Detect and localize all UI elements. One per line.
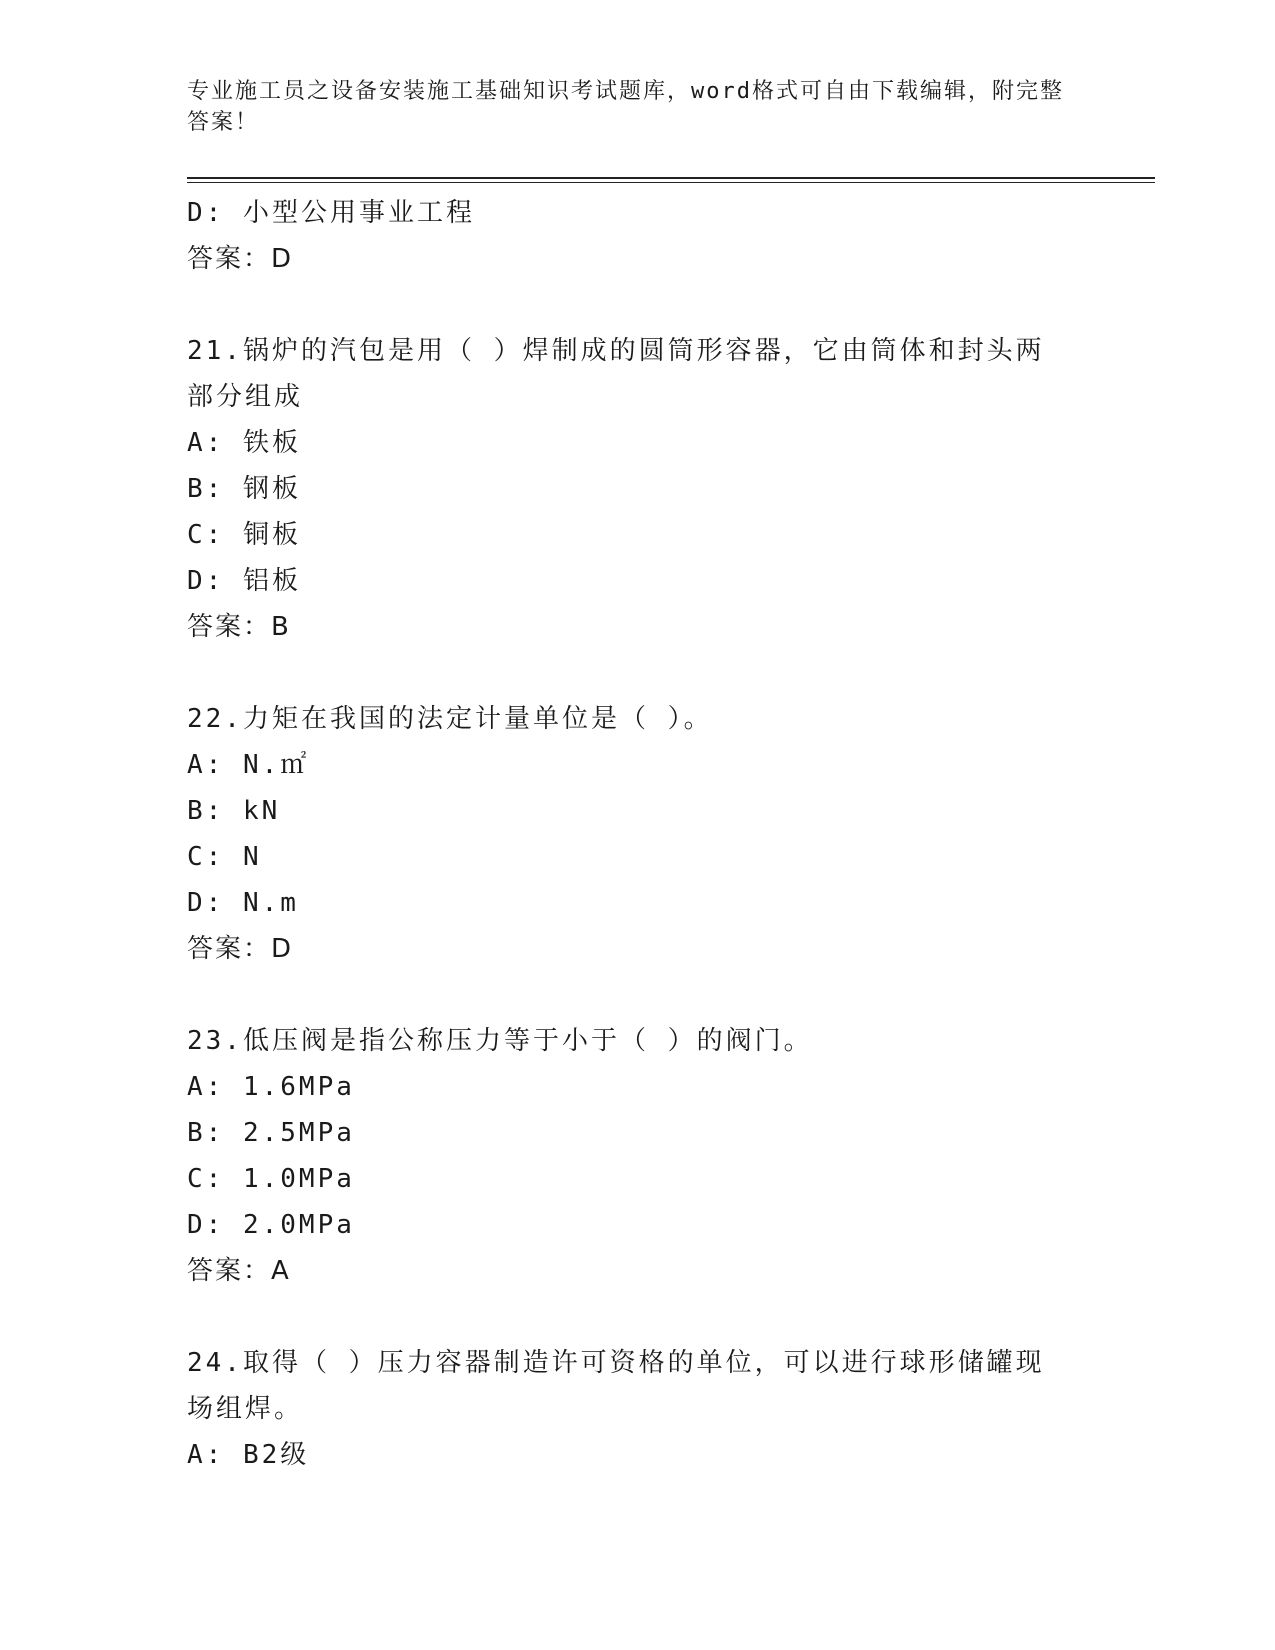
option-c: C: 铜板 xyxy=(187,520,301,550)
question-text: 21.锅炉的汽包是用（ ）焊制成的圆筒形容器，它由筒体和封头两部分组成 xyxy=(187,336,1045,412)
option-c: C: 1.0MPa xyxy=(187,1164,355,1194)
question-text: 24.取得（ ）压力容器制造许可资格的单位，可以进行球形储罐现场组焊。 xyxy=(187,1348,1045,1424)
spacer xyxy=(187,1294,1087,1340)
question-text: 22.力矩在我国的法定计量单位是（ ）。 xyxy=(187,704,713,734)
question-text: 23.低压阀是指公称压力等于小于（ ）的阀门。 xyxy=(187,1026,813,1056)
question-21 xyxy=(187,328,1087,650)
question-24 xyxy=(187,1340,1087,1478)
header-divider-thin xyxy=(187,182,1155,183)
option-b: B: kN xyxy=(187,796,281,826)
option-b: B: 2.5MPa xyxy=(187,1118,355,1148)
answer: 答案：D xyxy=(187,934,294,964)
option-b: B: 钢板 xyxy=(187,474,301,504)
option-d: D: N.m xyxy=(187,888,299,918)
answer: 答案：A xyxy=(187,1256,291,1286)
option-d: D: 铝板 xyxy=(187,566,301,596)
header-divider-thick xyxy=(187,177,1155,179)
question-list xyxy=(187,190,1087,1478)
answer: 答案：B xyxy=(187,612,291,642)
spacer xyxy=(187,650,1087,696)
previous-answer: 答案：D xyxy=(187,244,294,274)
previous-option-d: D: 小型公用事业工程 xyxy=(187,198,475,228)
question-22 xyxy=(187,696,1087,972)
option-a: A: N.㎡ xyxy=(187,750,310,780)
document-header: 专业施工员之设备安装施工基础知识考试题库，word格式可自由下载编辑，附完整答案！ xyxy=(187,79,1064,135)
option-c: C: N xyxy=(187,842,262,872)
option-d: D: 2.0MPa xyxy=(187,1210,355,1240)
option-a: A: 1.6MPa xyxy=(187,1072,355,1102)
spacer xyxy=(187,972,1087,1018)
question-23 xyxy=(187,1018,1087,1294)
spacer xyxy=(187,282,1087,328)
option-a: A: 铁板 xyxy=(187,428,301,458)
option-a: A: B2级 xyxy=(187,1440,310,1470)
